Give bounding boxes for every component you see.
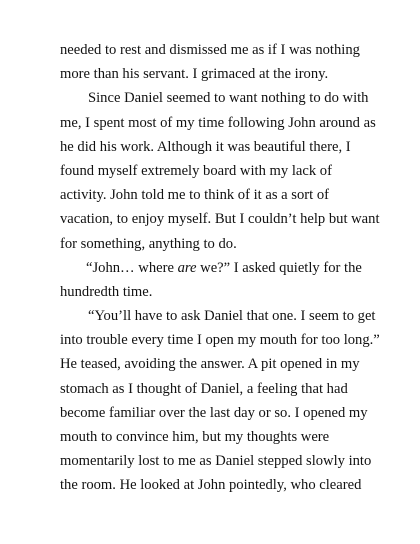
text-line-14: He teased, avoiding the answer. A pit opened in my	[60, 356, 360, 373]
text-line-15: stomach as I thought of Daniel, a feeling that had	[60, 380, 348, 397]
text-line-11: hundredth time.	[60, 283, 153, 300]
text-line-19: the room. He looked at John pointedly, who cleared	[60, 477, 362, 494]
text-line-10-pre: “John… where	[86, 259, 178, 276]
text-line-6: found myself extremely board with my lack of	[60, 162, 332, 179]
emphasis-are: are	[177, 259, 197, 276]
text-line-16: become familiar over the last day or so. I opened my	[60, 404, 368, 421]
text-line-18: momentarily lost to me as Daniel stepped slowly into	[60, 453, 372, 470]
text-line-1: needed to rest and dismissed me as if I was nothing	[60, 42, 360, 58]
text-line-10	[60, 256, 360, 280]
text-line-10-post: we?” I asked quietly for the	[196, 259, 362, 276]
text-line-5: he did his work. Although it was beautiful there, I	[60, 138, 351, 155]
text-line-9: for something, anything to do.	[60, 235, 237, 252]
text-line-7: activity. John told me to think of it as a sort of	[60, 187, 330, 204]
text-line-17: mouth to convince him, but my thoughts were	[60, 429, 330, 445]
body-text	[60, 38, 380, 498]
text-line-8: vacation, to enjoy myself. But I couldn’t help but want	[60, 211, 380, 228]
text-line-3: Since Daniel seemed to want nothing to do with	[88, 90, 369, 107]
text-line-2: more than his servant. I grimaced at the irony.	[60, 66, 329, 83]
text-line-13: into trouble every time I open my mouth for too long.”	[60, 332, 380, 349]
text-line-4: me, I spent most of my time following John around as	[60, 114, 376, 131]
text-line-12: “You’ll have to ask Daniel that one. I seem to get	[88, 308, 376, 325]
